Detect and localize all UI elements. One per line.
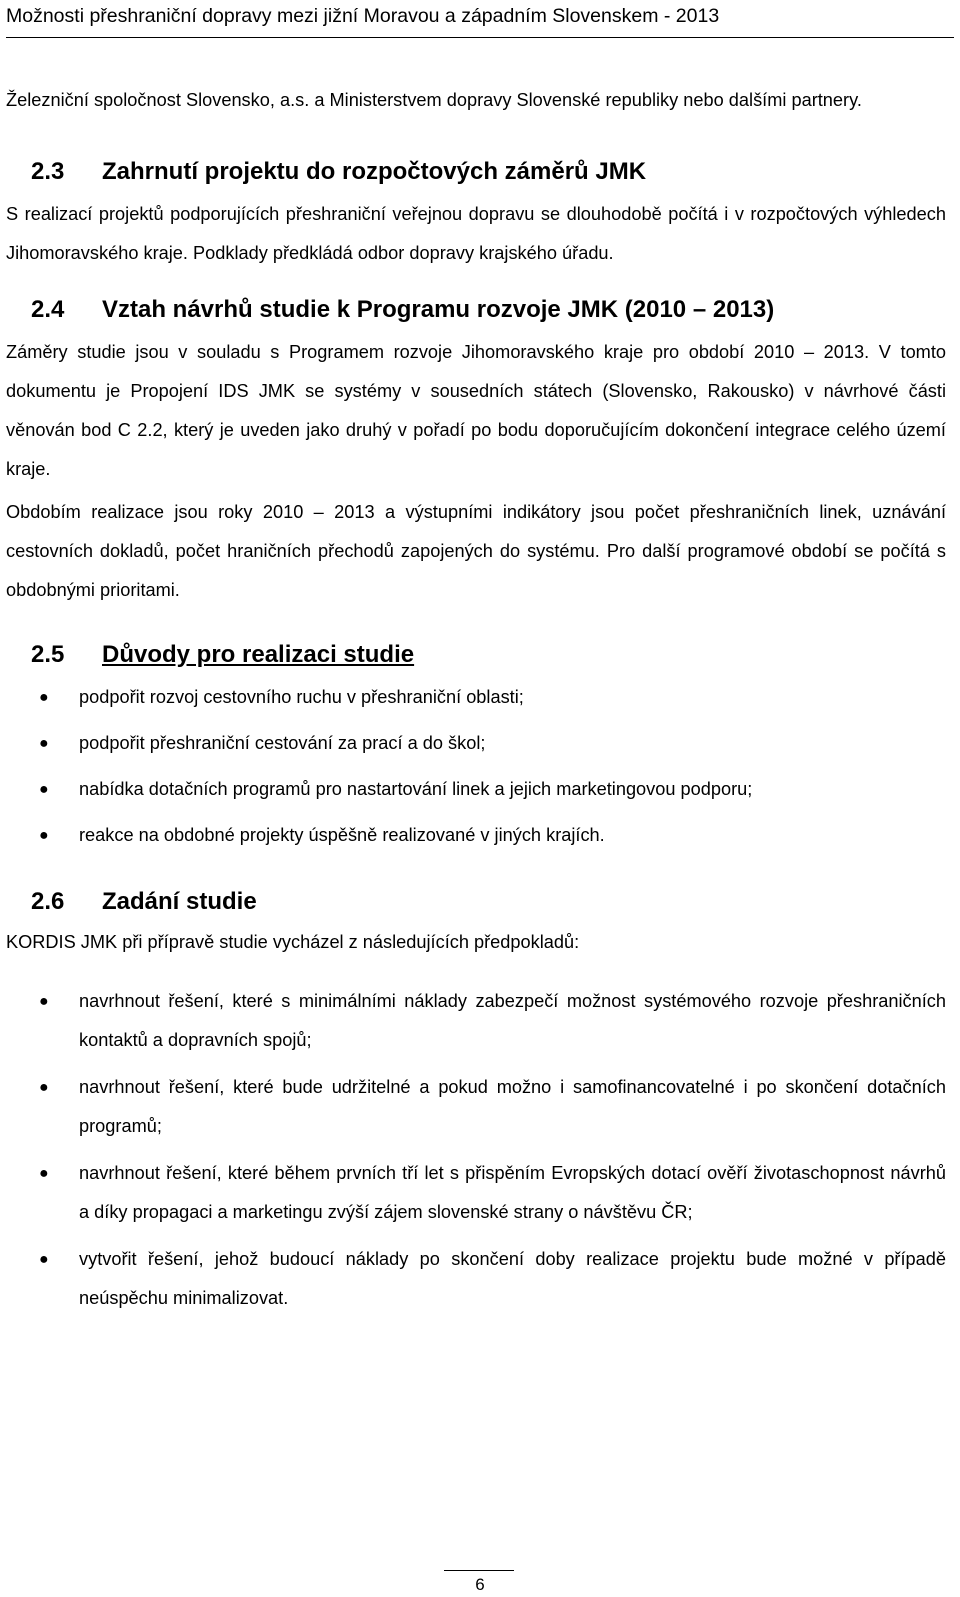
list-item: ● podpořit rozvoj cestovního ruchu v přeshraniční oblasti; bbox=[6, 678, 946, 717]
list-item: ● reakce na obdobné projekty úspěšně realizované v jiných krajích. bbox=[6, 816, 946, 855]
bullet-icon: ● bbox=[39, 993, 49, 1010]
bullet-icon: ● bbox=[39, 1165, 49, 1182]
bullet-icon: ● bbox=[39, 1079, 49, 1096]
bullet-icon: ● bbox=[39, 689, 49, 706]
list-item: ● navrhnout řešení, které s minimálními náklady zabezpečí možnost systémového rozvoje přeshraničních kontaktů a dopravních spojů; bbox=[6, 982, 946, 1060]
section-2-3-paragraph: S realizací projektů podporujících přeshraniční veřejnou dopravu se dlouhodobě počítá i v rozpočtových výhledech Jihomoravského kraje. Podklady předkládá odbor dopravy krajského úřadu. bbox=[6, 204, 946, 263]
section-heading-2-6 bbox=[6, 885, 946, 919]
section-title: Zahrnutí projektu do rozpočtových záměrů JMK bbox=[102, 158, 647, 185]
section-2-4-paragraph-2: Obdobím realizace jsou roky 2010 – 2013 a výstupními indikátory jsou počet přeshraničních linek, uznávání cestovních dokladů, počet hraničních přechodů zapojených do systému. Pro další programové období se počítá s obdobnými prioritami. bbox=[6, 502, 946, 600]
section-heading-2-3 bbox=[6, 155, 946, 189]
section-2-6-paragraph: KORDIS JMK při přípravě studie vycházel z následujících předpokladů: bbox=[6, 932, 580, 952]
section-number: 2.6 bbox=[31, 888, 65, 915]
section-2-4-paragraph-1: Záměry studie jsou v souladu s Programem rozvoje Jihomoravského kraje pro období 2010 – 2013. V tomto dokumentu je Propojení IDS JMK se systémy v sousedních státech (Slovensko, Rakousko) v návrhové části věnován bod C 2.2, který je uveden jako druhý v pořadí po bodu doporučujícím dokončení integrace celého území kraje. bbox=[6, 342, 946, 479]
intro-paragraph: Železniční spoločnost Slovensko, a.s. a Ministerstvem dopravy Slovenské republiky nebo dalšími partnery. bbox=[6, 90, 862, 110]
section-heading-2-4 bbox=[6, 293, 946, 327]
section-title: Zadání studie bbox=[102, 888, 257, 915]
footer-divider bbox=[444, 1570, 514, 1571]
section-number: 2.4 bbox=[31, 296, 65, 323]
list-item: ● nabídka dotačních programů pro nastartování linek a jejich marketingovou podporu; bbox=[6, 770, 946, 809]
bullet-icon: ● bbox=[39, 735, 49, 752]
section-heading-2-5 bbox=[6, 638, 946, 672]
section-title: Vztah návrhů studie k Programu rozvoje JMK (2010 – 2013) bbox=[102, 296, 775, 323]
bullet-icon: ● bbox=[39, 827, 49, 844]
section-number: 2.3 bbox=[31, 158, 65, 185]
reasons-list bbox=[6, 678, 946, 855]
page-number: 6 bbox=[475, 1575, 485, 1594]
list-item: ● podpořit přeshraniční cestování za prací a do škol; bbox=[6, 724, 946, 763]
list-item: ● navrhnout řešení, které během prvních tří let s přispěním Evropských dotací ověří životaschopnost návrhů a díky propagaci a marketingu zvýší zájem slovenské strany o návštěvu ČR; bbox=[6, 1154, 946, 1232]
bullet-icon: ● bbox=[39, 781, 49, 798]
list-item: ● navrhnout řešení, které bude udržitelné a pokud možno i samofinancovatelné i po skončení dotačních programů; bbox=[6, 1068, 946, 1146]
list-item: ● vytvořit řešení, jehož budoucí náklady po skončení doby realizace projektu bude možné v případě neúspěchu minimalizovat. bbox=[6, 1240, 946, 1318]
document-title: Možnosti přeshraniční dopravy mezi jižní Moravou a západním Slovenskem - 2013 bbox=[6, 5, 720, 27]
section-title: Důvody pro realizaci studie bbox=[102, 641, 415, 668]
assumptions-list bbox=[6, 982, 946, 1318]
section-number: 2.5 bbox=[31, 641, 65, 668]
page-content bbox=[6, 80, 946, 1318]
page-header bbox=[6, 2, 954, 38]
bullet-icon: ● bbox=[39, 1251, 49, 1268]
